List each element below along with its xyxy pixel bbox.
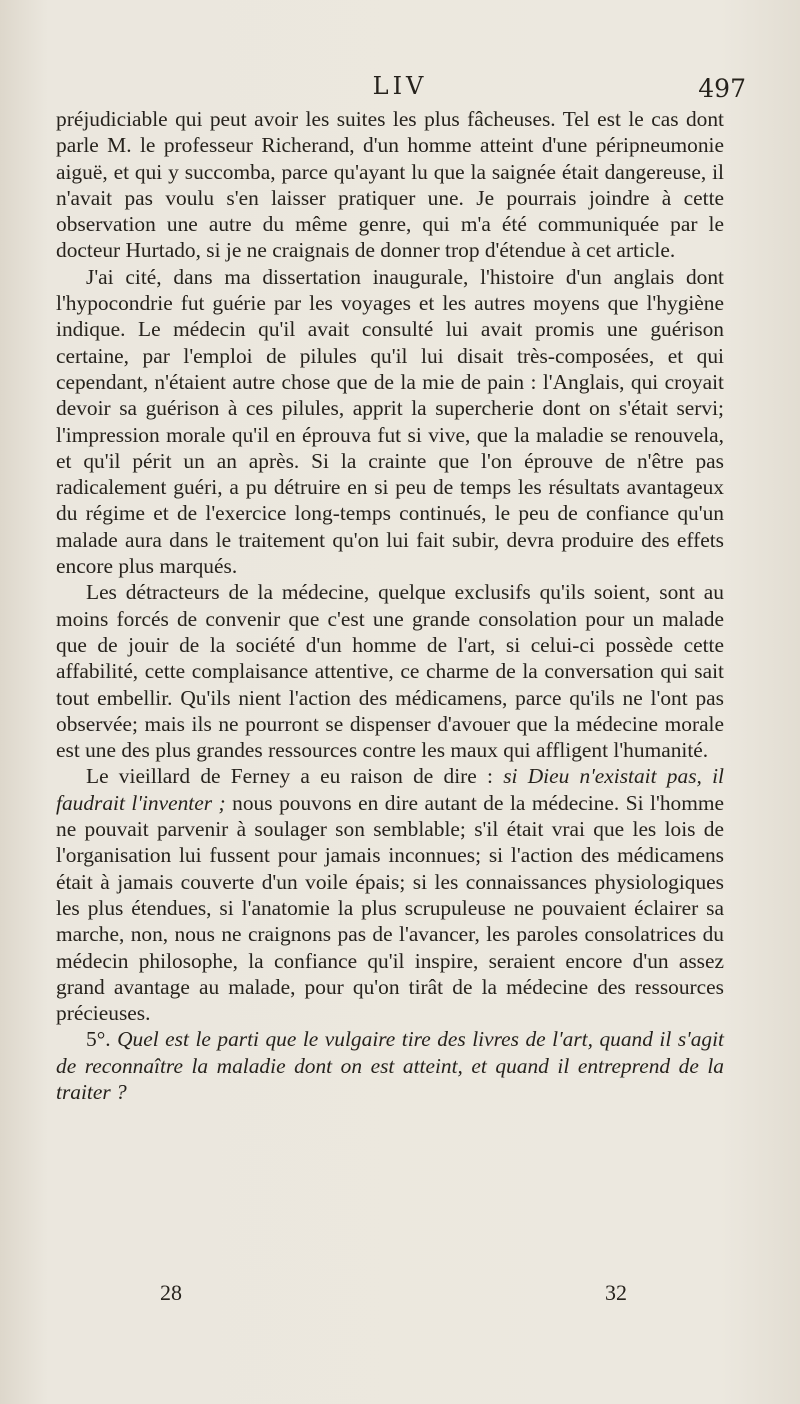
running-head: LIV <box>372 72 428 100</box>
paragraph-ferney-intro: Le vieillard de Ferney a eu raison de dire : <box>86 764 504 789</box>
paragraph-detracteurs: Les détracteurs de la médecine, quelque exclusifs qu'ils soient, sont au moins forcés de convenir que c'est une grande consolation pour un malade que de jouir de la société d'un homme de l'art, si celui-ci possède cette affabilité, cette complaisance attentive, ce charme de la conversation qui sait tout embellir. Qu'ils nient l'action des médicamens, parce qu'ils ne l'ont pas observée; mais ils ne pourront se dispenser d'avouer que la médecine morale est une des plus grandes ressources contre les maux qui affligent l'humanité. <box>56 580 724 763</box>
page-header <box>60 72 746 108</box>
signature-mark-left: 28 <box>160 1280 182 1305</box>
voltaire-quote: si Dieu n'existait pas, il faudrait l'inventer ; <box>56 764 724 815</box>
question-number: 5°. <box>86 1027 111 1052</box>
section-question-5 <box>56 1026 724 1105</box>
paragraph-continuation: préjudiciable qui peut avoir les suites les plus fâcheuses. Tel est le cas dont parle M. le professeur Richerand, d'un homme atteint d'une péripneumonie aiguë, et qui y succomba, parce qu'ayant lu que la saignée était dangereuse, il n'avait pas voulu s'en laisser pratiquer une. Je pourrais joindre à cette observation une autre du même genre, qui m'a été communiquée par le docteur Hurtado, si je ne craignais de donner trop d'étendue à cet article. <box>56 107 724 263</box>
signature-mark-right: 32 <box>605 1280 627 1305</box>
body-text <box>56 106 724 1105</box>
paragraph-anglais-story: J'ai cité, dans ma dissertation inaugurale, l'histoire d'un anglais dont l'hypocondrie fut guérie par les voyages et les autres moyens que l'hygiène indique. Le médecin qu'il avait consulté lui avait promis une guérison certaine, par l'emploi de pilules qu'il lui disait très-composées, et qui cependant, n'étaient autre chose que de la mie de pain : l'Anglais, qui croyait devoir sa guérison à ces pilules, apprit la supercherie dont on s'était servi; l'impression morale qu'il en éprouva fut si vive, que la maladie se renouvela, et qu'il périt un an après. Si la crainte que l'on éprouve de n'être pas radicalement guéri, a pu détruire en si peu de temps les résultats avantageux du régime et de l'exercice long-temps continués, le peu de confiance qu'un malade aura dans le traitement qu'on lui fait subir, devra produire des effets encore plus marqués. <box>56 264 724 579</box>
page-number: 497 <box>698 74 746 103</box>
paragraph-ferney <box>56 763 724 1026</box>
question-text: Quel est le parti que le vulgaire tire des livres de l'art, quand il s'agit de reconnaître la maladie dont on est atteint, et quand il entreprend de la traiter ? <box>56 1027 724 1104</box>
page-footer <box>60 1280 740 1310</box>
paragraph-ferney-rest: nous pouvons en dire autant de la médecine. Si l'homme ne pouvait parvenir à soulager son semblable; s'il était vrai que les lois de l'organisation lui fussent pour jamais inconnues; si l'action des médicamens était à jamais couverte d'un voile épais; si les connaissances physiologiques les plus étendues, si l'anatomie la plus scrupuleuse ne pouvaient éclairer sa marche, non, nous ne craignons pas de l'avancer, les paroles consolatrices du médecin philosophe, la confiance qu'il inspire, seraient encore d'un assez grand avantage au malade, pour qu'on tirât de la médecine des ressources précieuses. <box>56 790 724 1026</box>
